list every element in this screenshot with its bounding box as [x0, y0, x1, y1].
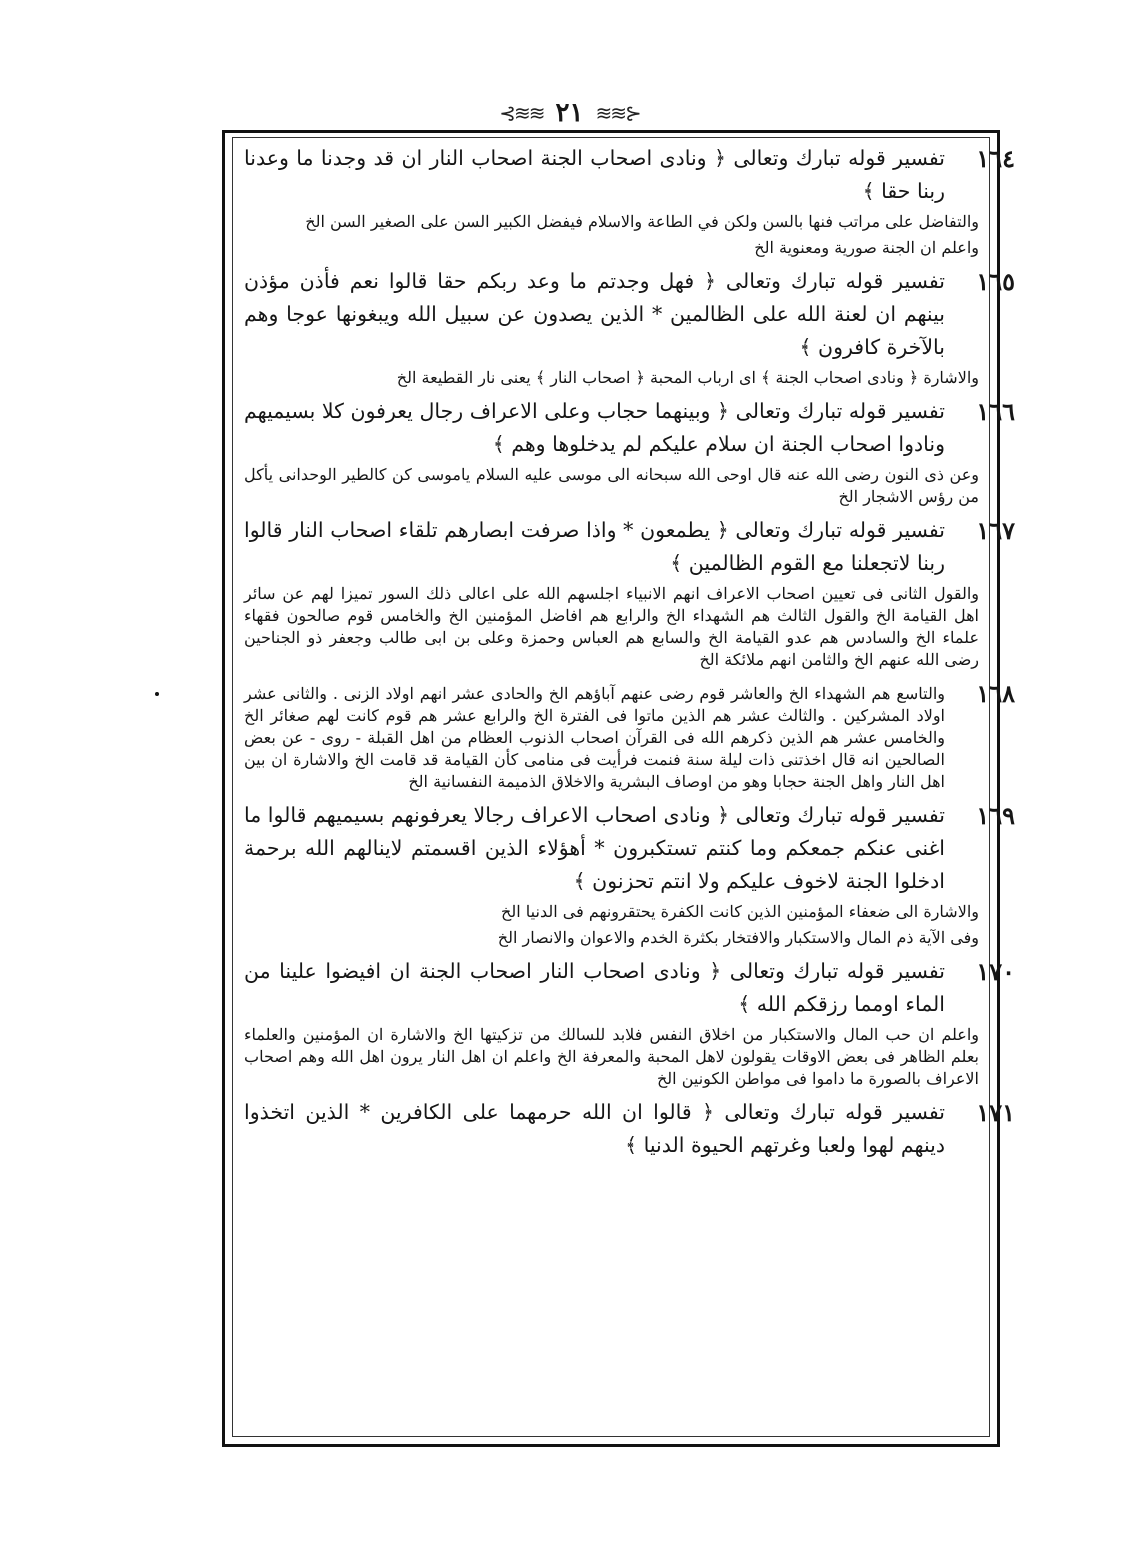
- entry-170: [244, 953, 1015, 1090]
- entry-heading: تفسير قوله تبارك وتعالى ﴿ ونادى اصحاب النار اصحاب الجنة ان افيضوا علينا من الماء اومما رزقكم الله ﴾: [244, 959, 945, 1016]
- entry-heading-row: [244, 263, 1015, 364]
- entry-heading: تفسير قوله تبارك وتعالى ﴿ وبينهما حجاب وعلى الاعراف رجال يعرفون كلا بسيميهم ونادوا اصحاب الجنة ان سلام عليكم لم يدخلوها وهم ﴾: [244, 399, 945, 456]
- entry-number: ١٧١: [976, 1098, 1015, 1127]
- entry-165: [244, 263, 1015, 389]
- entry-heading: تفسير قوله تبارك وتعالى ﴿ ونادى اصحاب الجنة اصحاب النار ان قد وجدنا ما وعدنا ربنا حقا ﴾: [244, 146, 945, 203]
- entry-168: [244, 675, 1015, 797]
- entry-note: والقول الثانى فى تعيين اصحاب الاعراف انهم الانبياء اجلسهم الله على اعالى ذلك السور تميزا لهم عن سائر اهل القيامة الخ والقول الثالث هم الشهداء الخ والرابع هم افاضل المؤمنين الخ والخامس قوم صالحون فقهاء علماء الخ والسادس هم عدو القيامة الخ والسابع هم العباس وحمزة وعلى بن ابى طالب وجعفر ذو الجناحين رضى الله عنهم الخ والثامن انهم ملائكة الخ: [244, 584, 980, 669]
- entry-note: وعن ذى النون رضى الله عنه قال اوحى الله سبحانه الى موسى عليه السلام ياموسى كن كالطير الوحدانى يأكل من رؤس الاشجار الخ: [244, 465, 979, 506]
- entry-heading-row: [244, 140, 1015, 208]
- entry-number: ١٦٦: [976, 397, 1015, 426]
- entry-171: [244, 1094, 1015, 1162]
- entry-heading-row: [244, 393, 1015, 461]
- entry-heading-row: [244, 512, 1015, 580]
- page-number: ٢١: [555, 98, 584, 128]
- entry-note: والتفاضل على مراتب فنها بالسن ولكن في الطاعة والاسلام فيفضل الكبير السن على الصغير السن الخ: [305, 212, 979, 231]
- entry-heading: تفسير قوله تبارك وتعالى ﴿ فهل وجدتم ما وعد ربكم حقا قالوا نعم فأذن مؤذن بينهم ان لعنة الله على الظالمين * الذين يصدون عن سبيل الله ويبغونها عوجا وهم بالآخرة كافرون ﴾: [244, 269, 945, 359]
- entry-166: [244, 393, 1015, 508]
- entry-heading-row: [244, 675, 1015, 797]
- entry-note: والاشارة ﴿ ونادى اصحاب الجنة ﴾ اى ارباب المحبة ﴿ اصحاب النار ﴾ يعنى نار القطيعة الخ: [396, 368, 979, 387]
- entry-note: والتاسع هم الشهداء الخ والعاشر قوم رضى عنهم آباؤهم الخ والحادى عشر انهم اولاد الزنى . والثانى عشر اولاد المشركين . والثالث عشر هم الذين ماتوا فى الفترة الخ والرابع عشر هم قوم كانت لهم صغائر الخ والخامس عشر هم الذين ذكرهم الله فى القرآن اصحاب الذنوب العظام من اهل القبلة - روى - عن بعض الصالحين انه قال اخذتنى ذات ليلة سنة فنمت فرأيت فى منامى كأن القيامة قد قامت الخ والاشارة ان بين اهل النار واهل الجنة حجابا وهو من اوصاف البشرية والاخلاق الذميمة النفسانية الخ: [244, 684, 946, 791]
- entry-note: واعلم ان حب المال والاستكبار من اخلاق النفس فلابد للسالك من تزكيتها الخ والاشارة ان المؤمنين والعلماء بعلم الظاهر فى بعض الاوقات يقولون لاهل المحبة والمعرفة الخ واعلم ان اهل النار يرون اهل الله وهم اصحاب الاعراف بالصورة ما داموا فى مواطن الكونين الخ: [244, 1025, 980, 1088]
- entry-heading: تفسير قوله تبارك وتعالى ﴿ ونادى اصحاب الاعراف رجالا يعرفونهم بسيميهم قالوا ما اغنى عنكم جمعكم وما كنتم تستكبرون * أهؤلاء الذين اقسمتم لاينالهم الله برحمة ادخلوا الجنة لاخوف عليكم ولا انتم تحزنون ﴾: [244, 803, 945, 893]
- entry-heading: تفسير قوله تبارك وتعالى ﴿ يطمعون * واذا صرفت ابصارهم تلقاء اصحاب النار قالوا ربنا لاتجعلنا مع القوم الظالمين ﴾: [244, 518, 945, 575]
- entry-heading-row: [244, 953, 1015, 1021]
- ink-dot: [155, 692, 159, 696]
- entry-number: ١٦٧: [976, 516, 1015, 545]
- page-content: [244, 140, 1015, 1430]
- entry-number: ١٦٨: [976, 679, 1015, 708]
- entry-number: ١٧٠: [976, 957, 1015, 986]
- entry-note: واعلم ان الجنة صورية ومعنوية الخ: [754, 238, 979, 257]
- page-header: [0, 96, 1139, 130]
- entry-heading-row: [244, 797, 1015, 898]
- entry-number: ١٦٩: [976, 801, 1015, 830]
- entry-number: ١٦٤: [976, 144, 1015, 173]
- entry-heading-row: [244, 1094, 1015, 1162]
- entry-164: [244, 140, 1015, 259]
- ornament-right-icon: ≋≋⊱: [595, 101, 640, 125]
- entry-heading: تفسير قوله تبارك وتعالى ﴿ قالوا ان الله حرمهما على الكافرين * الذين اتخذوا دينهم لهوا ولعبا وغرتهم الحيوة الدنيا ﴾: [244, 1100, 945, 1157]
- entry-number: ١٦٥: [976, 267, 1015, 296]
- entry-note: وفى الآية ذم المال والاستكبار والافتخار بكثرة الخدم والاعوان والانصار الخ: [497, 928, 979, 947]
- ornament-left-icon: ⊰≋≋: [499, 101, 544, 125]
- entry-note: والاشارة الى ضعفاء المؤمنين الذين كانت الكفرة يحتقرونهم فى الدنيا الخ: [501, 902, 979, 921]
- entry-169: [244, 797, 1015, 949]
- entry-167: [244, 512, 1015, 671]
